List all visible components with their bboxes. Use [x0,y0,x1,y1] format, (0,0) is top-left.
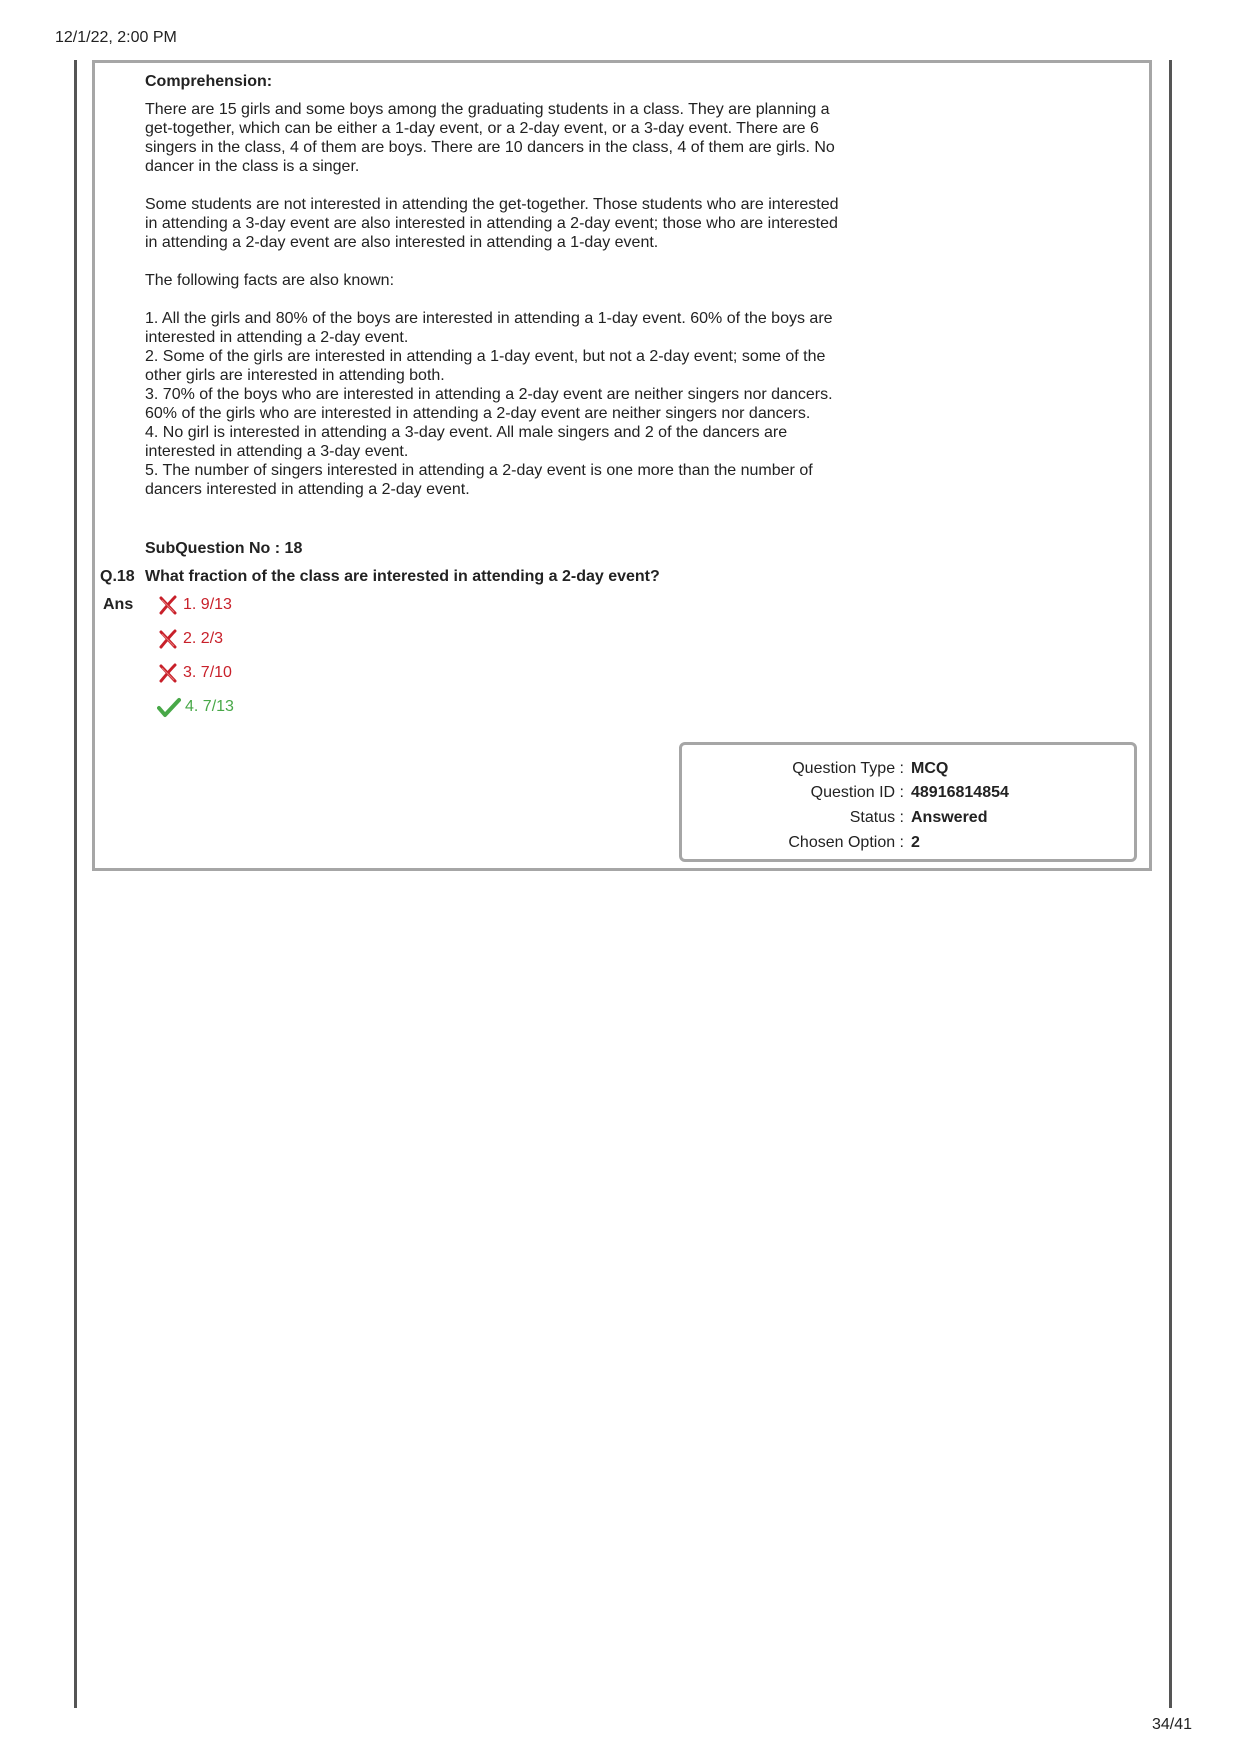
comprehension-heading: Comprehension: [145,73,273,90]
answer-option-1 [157,594,232,616]
info-label: Question ID : [810,784,904,801]
cross-icon [157,628,179,650]
info-label: Chosen Option : [788,834,904,851]
page-number: 34/41 [1151,1716,1192,1733]
info-label: Question Type : [792,760,904,777]
answer-option-4 [157,696,234,718]
facts-list [145,309,845,499]
info-value: 2 [911,834,920,851]
fact-item: 1. All the girls and 80% of the boys are interested in attending a 1-day event. 60% of the boys are interested in attending a 2-day event. [145,310,833,346]
option-label: 2. 2/3 [183,630,224,647]
subquestion-number: SubQuestion No : 18 [145,540,303,557]
answer-option-2 [157,628,223,650]
info-label: Status : [849,809,904,826]
page-frame-left-border [74,60,77,1708]
fact-item: 4. No girl is interested in attending a 3-day event. All male singers and 2 of the dancers are interested in attending a 3-day event. [145,424,788,460]
fact-item: 5. The number of singers interested in attending a 2-day event is one more than the number of dancers interested in attending a 2-day event. [145,462,813,498]
page-frame-right-border [1169,60,1172,1708]
comprehension-passage [145,72,845,499]
check-icon [157,696,179,718]
option-label: 4. 7/13 [185,698,234,715]
info-value: MCQ [911,760,949,777]
print-timestamp: 12/1/22, 2:00 PM [55,29,177,46]
cross-icon [157,662,179,684]
info-value: 48916814854 [911,784,1009,801]
cross-icon [157,594,179,616]
question-text: What fraction of the class are interested in attending a 2-day event? [145,568,660,585]
comprehension-paragraph: There are 15 girls and some boys among the graduating students in a class. They are planning a get-together, which can be either a 1-day event, or a 2-day event, or a 3-day event. There are 6 singers in the class, 4 of them are boys. There are 10 dancers in the class, 4 of them are girls. No dancer in the class is a singer. [145,101,835,175]
question-info-box [679,742,1137,862]
answer-option-3 [157,662,232,684]
option-label: 1. 9/13 [183,596,232,613]
info-value: Answered [911,809,988,826]
comprehension-paragraph: The following facts are also known: [145,272,395,289]
question-number: Q.18 [100,568,135,585]
comprehension-paragraph: Some students are not interested in attending the get-together. Those students who are interested in attending a 3-day event are also interested in attending a 2-day event; those who are interested in attending a 2-day event are also interested in attending a 1-day event. [145,196,839,251]
fact-item: 2. Some of the girls are interested in attending a 1-day event, but not a 2-day event; some of the other girls are interested in attending both. [145,348,826,384]
option-label: 3. 7/10 [183,664,232,681]
fact-item: 3. 70% of the boys who are interested in attending a 2-day event are neither singers nor dancers. 60% of the girls who are interested in attending a 2-day event are neither singers nor dancers. [145,386,833,422]
answer-label: Ans [103,596,134,613]
